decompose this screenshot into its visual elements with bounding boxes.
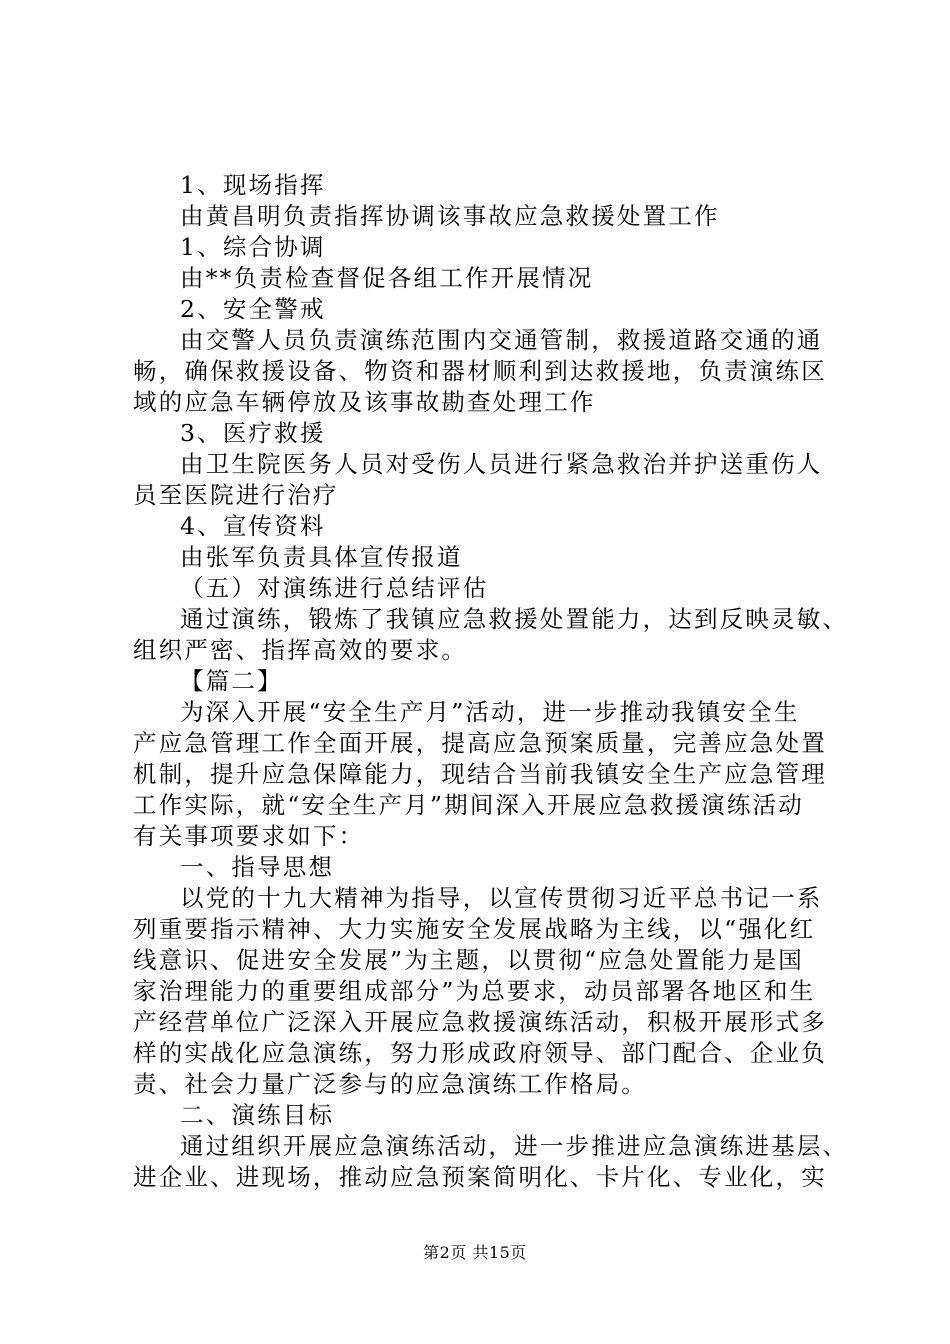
section-heading: 一、指导思想 [180, 853, 335, 881]
section-heading: 1、综合协调 [180, 233, 326, 261]
page-number-footer: 第2页 共15页 [423, 1243, 527, 1262]
section-heading: 3、医疗救援 [180, 419, 326, 447]
text-line: 进企业、进现场，推动应急预案简明化、卡片化、专业化，实 [133, 1163, 827, 1191]
text-line: 由卫生院医务人员对受伤人员进行紧急救治并护送重伤人 [180, 450, 823, 478]
text-line: 产应急管理工作全面开展，提高应急预案质量，完善应急处置 [133, 729, 827, 757]
text-line: 责、社会力量广泛参与的应急演练工作格局。 [133, 1070, 647, 1098]
text-line: 由张军负责具体宣传报道 [180, 543, 463, 571]
text-line: 域的应急车辆停放及该事故勘查处理工作 [133, 388, 596, 416]
section-heading: 4、宣传资料 [180, 512, 326, 540]
text-line: 为深入开展“安全生产月”活动，进一步推动我镇安全生 [180, 698, 800, 726]
section-heading: 2、安全警戒 [180, 295, 326, 323]
text-line: 由**负责检查督促各组工作开展情况 [180, 264, 594, 292]
text-line: 有关事项要求如下： [133, 822, 365, 850]
document-body [133, 170, 849, 1193]
text-line: 机制，提升应急保障能力，现结合当前我镇安全生产应急管理 [133, 760, 827, 788]
text-line: 员至医院进行治疗 [133, 481, 339, 509]
text-line: 由黄昌明负责指挥协调该事故应急救援处置工作 [180, 202, 720, 230]
section-heading: 二、演练目标 [180, 1101, 335, 1129]
text-line: 样的实战化应急演练，努力形成政府领导、部门配合、企业负 [133, 1039, 827, 1067]
text-line: 列重要指示精神、大力实施安全发展战略为主线，以“强化红 [133, 915, 816, 943]
text-line: 通过演练，锻炼了我镇应急救援处置能力，达到反映灵敏、 [180, 605, 849, 633]
text-line: 畅，确保救援设备、物资和器材顺利到达救援地，负责演练区 [133, 357, 827, 385]
section-heading: 1、现场指挥 [180, 171, 326, 199]
text-line: 线意识、促进安全发展”为主题，以贯彻“应急处置能力是国 [133, 946, 804, 974]
text-line: 工作实际，就“安全生产月”期间深入开展应急救援演练活动 [133, 791, 804, 819]
text-line: 组织严密、指挥高效的要求。 [133, 636, 468, 664]
section-heading: （五）对演练进行总结评估 [180, 574, 489, 602]
text-line: 家治理能力的重要组成部分”为总要求，动员部署各地区和生 [133, 977, 816, 1005]
text-line: 通过组织开展应急演练活动，进一步推进应急演练进基层、 [180, 1132, 849, 1160]
article-heading: 【篇二】 [180, 667, 283, 695]
text-line: 以党的十九大精神为指导，以宣传贯彻习近平总书记一系 [180, 884, 823, 912]
text-line: 由交警人员负责演练范围内交通管制，救援道路交通的通 [180, 326, 823, 354]
text-line: 产经营单位广泛深入开展应急救援演练活动，积极开展形式多 [133, 1008, 827, 1036]
